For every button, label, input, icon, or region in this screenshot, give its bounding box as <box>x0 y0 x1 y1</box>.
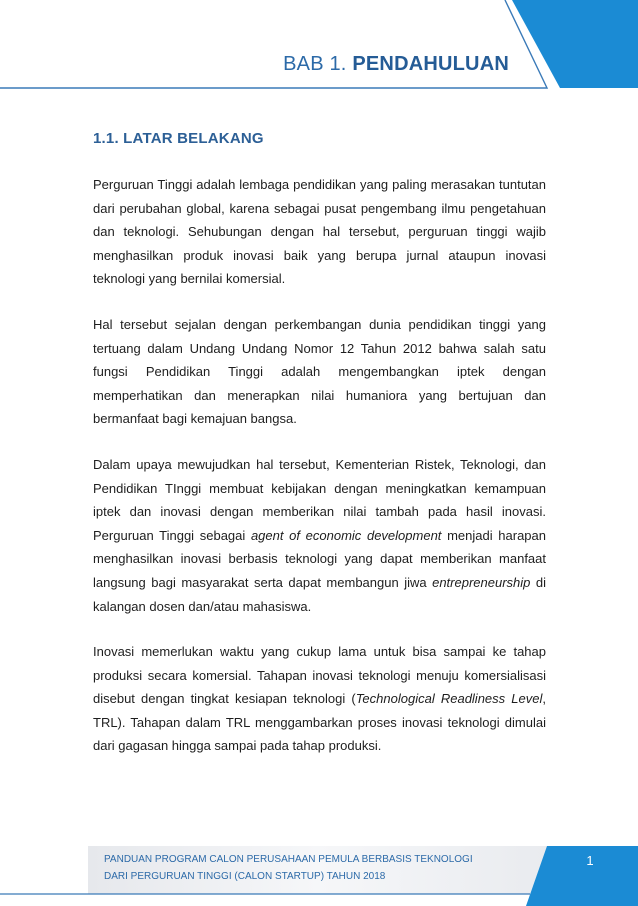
paragraph-3 <box>93 453 546 618</box>
header-accent-band <box>512 0 638 88</box>
chapter-name: PENDAHULUAN <box>352 53 509 75</box>
paragraph-4-part-b: , TRL). Tahapan dalam TRL menggambarkan proses inovasi teknologi dimulai dari gagasan hingga sampai pada tahap produksi. <box>93 691 546 754</box>
paragraph-3-part-c: di kalangan dosen dan/atau mahasiswa. <box>93 574 547 614</box>
paragraph-4 <box>93 640 546 758</box>
footer-text <box>104 851 524 885</box>
page-number: 1 <box>586 853 594 868</box>
footer-line-1: PANDUAN PROGRAM CALON PERUSAHAAN PEMULA BERBASIS TEKNOLOGI <box>104 854 473 865</box>
body-content <box>93 173 546 780</box>
paragraph-3-part-b: menjadi harapan menghasilkan inovasi berbasis teknologi yang dapat memberikan manfaat langsung bagi masyarakat serta dapat membangun jiwa <box>93 527 546 590</box>
paragraph-3-part-a: Dalam upaya mewujudkan hal tersebut, Kementerian Ristek, Teknologi, dan Pendidikan TInggi membuat kebijakan dengan meningkatkan kemampuan iptek dan inovasi dengan memberikan nilai tambah pada hasil inovasi. Perguruan Tinggi sebagai <box>93 456 546 543</box>
footer-line-2: DARI PERGURUAN TINGGI (CALON STARTUP) TAHUN 2018 <box>104 871 386 882</box>
paragraph-1: Perguruan Tinggi adalah lembaga pendidikan yang paling merasakan tuntutan dari perubahan global, karena sebagai pusat pengembang ilmu pengetahuan dan teknologi. Sehubungan dengan hal tersebut, perguruan tinggi wajib menghasilkan produk inovasi baik yang berupa jurnal ataupun inovasi teknologi yang bernilai komersial. <box>93 177 546 287</box>
section-title: 1.1. LATAR BELAKANG <box>93 130 264 147</box>
paragraph-2: Hal tersebut sejalan dengan perkembangan dunia pendidikan tinggi yang tertuang dalam Undang Undang Nomor 12 Tahun 2012 bahwa salah satu fungsi Pendidikan Tinggi adalah mengembangkan iptek dengan memperhatikan dan menerapkan nilai humaniora yang bertujuan dan bermanfaat bagi kemajuan bangsa. <box>93 316 546 427</box>
paragraph-3-emphasis-2: entrepreneurship <box>432 574 531 590</box>
chapter-title <box>283 53 509 76</box>
chapter-number: BAB 1. <box>283 53 347 75</box>
paragraph-4-part-a: Inovasi memerlukan waktu yang cukup lama untuk bisa sampai ke tahap produksi secara komersial. Tahapan inovasi teknologi menuju komersialisasi disebut dengan tingkat kesiapan teknologi ( <box>93 644 546 707</box>
paragraph-4-emphasis-1: Technological Readliness Level <box>355 691 543 707</box>
paragraph-3-emphasis-1: agent of economic development <box>250 527 442 543</box>
